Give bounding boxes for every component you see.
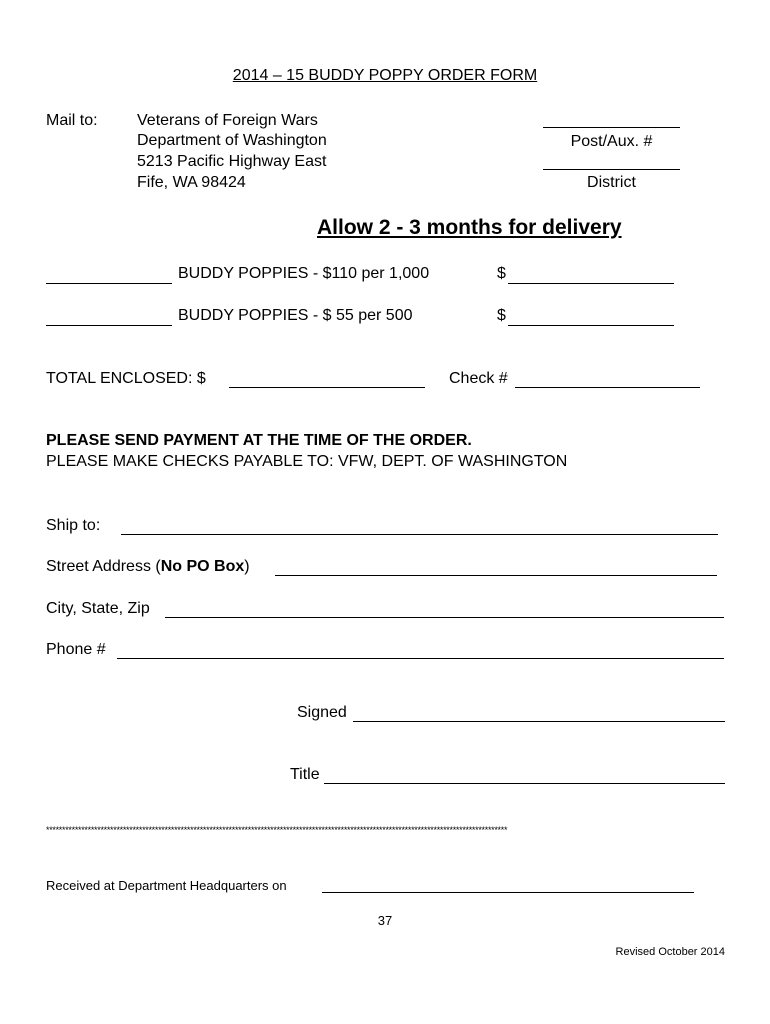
received-date-field[interactable] — [322, 892, 694, 893]
payable-notice: PLEASE MAKE CHECKS PAYABLE TO: VFW, DEPT. OF WASHINGTON — [46, 453, 568, 470]
revised-date: Revised October 2014 — [615, 946, 725, 958]
title-field[interactable] — [324, 783, 725, 784]
post-aux-label: Post/Aux. # — [570, 133, 653, 150]
signed-field[interactable] — [353, 721, 725, 722]
form-title-text: 2014 – 15 BUDDY POPPY ORDER FORM — [232, 67, 538, 84]
district-label: District — [587, 174, 636, 191]
signed-label: Signed — [297, 704, 347, 721]
mail-to-line-4: Fife, WA 98424 — [137, 174, 246, 191]
total-enclosed-field[interactable] — [229, 387, 425, 388]
form-title — [0, 67, 770, 85]
mail-to-line-2: Department of Washington — [137, 132, 327, 149]
street-label-bold: No PO Box — [160, 558, 245, 575]
asterisk-separator: ************************************************************************************************************************************************ — [46, 825, 508, 835]
payment-notice: PLEASE SEND PAYMENT AT THE TIME OF THE ORDER. — [46, 432, 472, 449]
order-line-500-dollar: $ — [497, 307, 506, 324]
order-line-1000-dollar: $ — [497, 265, 506, 282]
ship-to-label: Ship to: — [46, 517, 101, 534]
post-aux-field[interactable] — [543, 127, 680, 128]
page-number: 37 — [377, 913, 393, 928]
qty-field-1000[interactable] — [46, 283, 172, 284]
city-state-zip-label: City, State, Zip — [46, 600, 150, 617]
received-label: Received at Department Headquarters on — [46, 878, 287, 893]
title-label: Title — [290, 766, 320, 783]
mail-to-label: Mail to: — [46, 112, 98, 129]
amount-field-500[interactable] — [508, 325, 674, 326]
street-label-prefix: Street Address ( — [46, 558, 161, 575]
amount-field-1000[interactable] — [508, 283, 674, 284]
mail-to-line-3: 5213 Pacific Highway East — [137, 153, 327, 170]
mail-to-line-1: Veterans of Foreign Wars — [137, 112, 318, 129]
qty-field-500[interactable] — [46, 325, 172, 326]
street-address-label — [46, 558, 250, 576]
phone-field[interactable] — [117, 658, 724, 659]
street-address-field[interactable] — [275, 575, 717, 576]
phone-label: Phone # — [46, 641, 106, 658]
check-number-label: Check # — [449, 370, 508, 387]
check-number-field[interactable] — [515, 387, 700, 388]
city-state-zip-field[interactable] — [165, 617, 724, 618]
street-label-suffix: ) — [244, 558, 250, 575]
total-enclosed-label: TOTAL ENCLOSED: $ — [46, 370, 206, 387]
district-field[interactable] — [543, 169, 680, 170]
order-line-500-label: BUDDY POPPIES - $ 55 per 500 — [178, 307, 413, 324]
delivery-notice: Allow 2 - 3 months for delivery — [317, 216, 622, 239]
ship-to-field[interactable] — [121, 534, 718, 535]
order-line-1000-label: BUDDY POPPIES - $110 per 1,000 — [178, 265, 430, 282]
